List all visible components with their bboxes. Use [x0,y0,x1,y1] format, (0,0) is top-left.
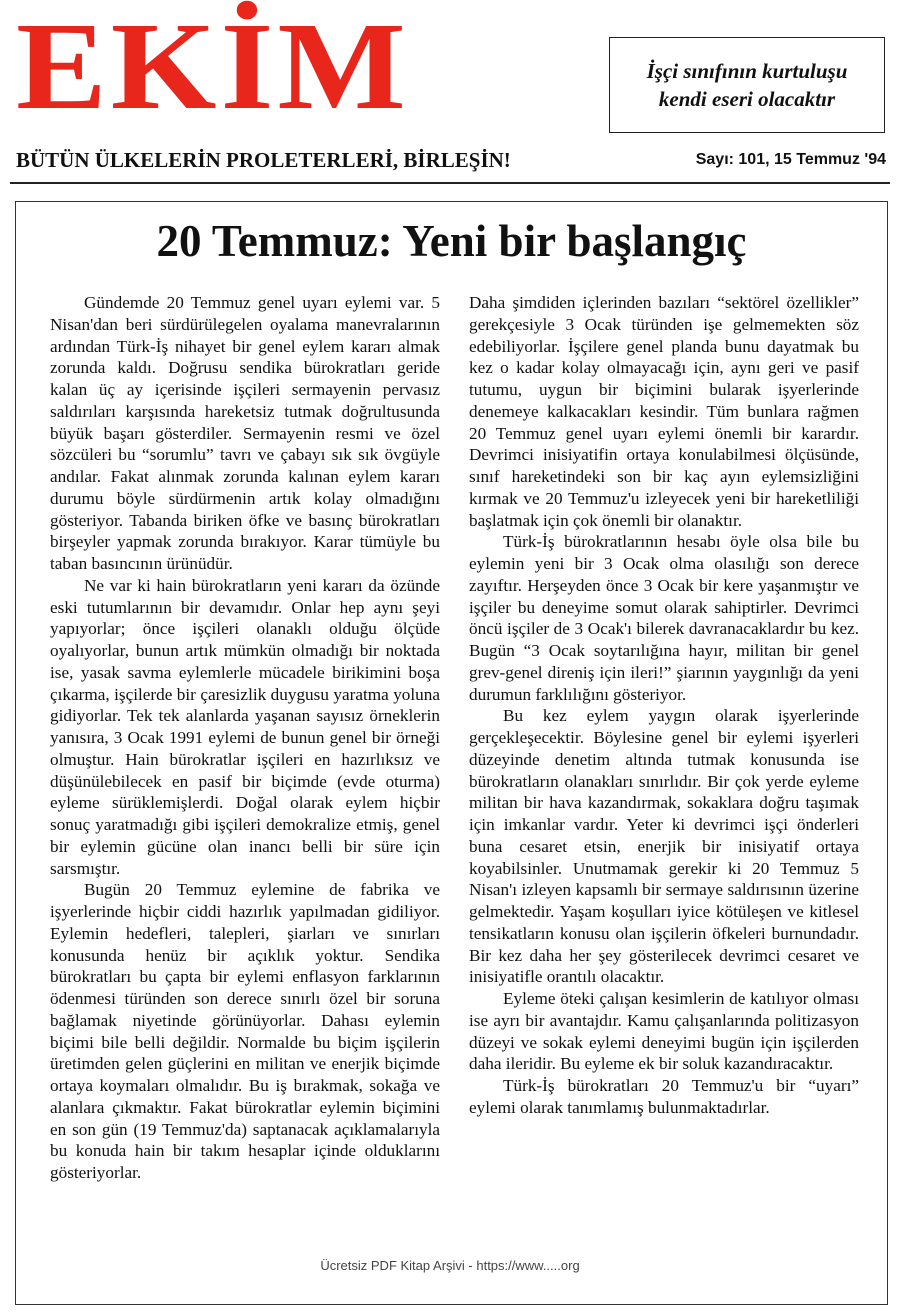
masthead-title: EKİM [16,0,410,136]
article-column-right [469,292,859,1119]
slogan-line-1: İşçi sınıfının kurtuluşu [646,59,848,83]
issue-info: Sayı: 101, 15 Temmuz '94 [695,151,886,168]
article-paragraph: Bu kez eylem yaygın olarak işyerlerinde gerçekleşecektir. Böylesine genel bir eylemi işyerleri düzeyinde denetim altında tutmak konusunda ise bürokratların olanakları sınırlıdır. Bir çok yerde eyleme militan bir hava kazandırmak, sokaklara doğru taşımak için imkanlar vardır. Yeter ki devrimci işçi önderleri buna cesaret etsin, enerjik bir inisiyatif ortaya koyabilsinler. Unutmamak gerekir ki 20 Temmuz 5 Nisan'ı izleyen kapsamlı bir sermaye saldırısının üzerine gelmektedir. Yaşam koşulları iyice kötüleşen ve kitlesel tensikatların konusu olan işçilerin öfkeleri burnundadır. Bir kez daha her şey gösterilecek devrimci cesaret ve inisiyatifle orantılı olacaktır. [469,706,859,987]
article-paragraph: Eyleme öteki çalışan kesimlerin de katılıyor olması ise ayrı bir avantajdır. Kamu çalışanlarında politizasyon düzeyi ve sokak eylemi deneyimi bugün için işçilerden daha ileridir. Bu eyleme ek bir soluk kazandıracaktır. [469,989,859,1074]
article-headline: 20 Temmuz: Yeni bir başlangıç [156,216,747,266]
slogan-line-2: kendi eseri olacaktır [658,87,836,111]
article-paragraph: Daha şimdiden içlerinden bazıları “sektörel özellikler” gerekçesiyle 3 Ocak türünden işe gelmemekten söz edebiliyorlar. İşçilere genel planda bunu dayatmak bu kez o kadar kolay olmayacağı için, aynı geri ve pasif tutumu, uygun bir biçimini bularak işyerlerinde denemeye kalkacakları kesindir. Tüm bunlara rağmen 20 Temmuz genel uyarı eylemi önemli bir karardır. Devrimci inisiyatifin ortaya konulabilmesi ölçüsünde, sınıf hareketindeki son bir kaç ayın eylemsizliğini kırmak ve 20 Temmuz'u izleyecek yeni bir hareketliliği başlatmak için çok önemli bir olanaktır. [469,293,859,530]
article-paragraph: Gündemde 20 Temmuz genel uyarı eylemi var. 5 Nisan'dan beri sürdürülegelen oyalama manevralarının ardından Türk-İş nihayet bir genel eylem kararı almak zorunda kaldı. Doğrusu sendika bürokratları geride kalan üç ay içerisinde işçileri sermayenin pervasız saldırıları karşısında hareketsiz tutmak doğrultusunda büyük başarı gösterdiler. Sermayenin resmi ve özel sözcüleri bu “sorumlu” tavrı ve çabayı sık sık övgüyle andılar. Fakat alınmak zorunda kalınan eylem kararı durumu böyle sürdürmenin artık kolay olmadığını gösteriyor. Tabanda biriken öfke ve basınç bürokratları birşeyler yapmak zorunda bırakıyor. Karar tümüyle bu taban basıncının ürünüdür. [50,293,440,573]
article-paragraph: Türk-İş bürokratları 20 Temmuz'u bir “uyarı” eylemi olarak tanımlamış bulunmaktadırlar. [469,1076,859,1117]
article-paragraph: Ne var ki hain bürokratların yeni kararı da özünde eski tutumlarının bir devamıdır. Onlar hep aynı şeyi yapıyorlar; önce işçileri olanaklı olduğu ölçüde oyalıyorlar, bunun artık mümkün olmadığı bir noktada ise, yasak savma eylemlerle mücadele birikimini boşa çıkarma, işçilerde bir çaresizlik duygusu yaratma yoluna gidiyorlar. Tek tek alanlarda yaşanan sayısız örneklerin yanısıra, 3 Ocak 1991 eylemi de bunun genel bir örneği olmuştur. Hain bürokratlar işçileri en hazırlıksız ve düşünülebilecek en pasif bir biçimde (evde oturma) eyleme sürüklemişlerdi. Doğal olarak eylem hiçbir sonuç yaratmadığı gibi işçileri demokralize etmiş, genel bir eylemin gücüne olan inancı belli bir süre için sarsmıştır. [50,575,440,878]
slogan-box [609,37,885,133]
article-paragraph: Türk-İş bürokratlarının hesabı öyle olsa bile bu eylemin yeni bir 3 Ocak olma olasılığı son derece zayıftır. Herşeyden önce 3 Ocak bir kere yaşanmıştır ve işçiler bu deneyime somut olarak sahiptirler. Devrimci öncü işçiler de 3 Ocak'ı bilerek davranacaklardır bu kez. Bugün “3 Ocak soytarılığına hayır, militan bir genel grev-genel direniş için ileri!” şiarının yaygınlığı da yeni durumun farklılığını gösteriyor. [469,532,859,704]
article-column-left [50,292,440,1184]
article-paragraph: Bugün 20 Temmuz eylemine de fabrika ve işyerlerinde hiçbir ciddi hazırlık yapılmadan gidiliyor. Eylemin hedefleri, talepleri, şiarları ve sınırları konusunda henüz bir açıklık yoktur. Sendika bürokratları bu çapta bir eylemi enflasyon farklarının ödenmesi türünden son derece sınırlı özel bir soruna bağlamak niyetinde görünüyorlar. Dahası eylemin biçimi bile belli değildir. Normalde bu biçim işçilerin üretimden gelen güçlerini en militan ve enerjik biçimde ortaya koymaları olmalıdır. Bu iş bırakmak, sokağa ve alanlara çıkmaktır. Fakat bürokratlar eylemin biçimini en son gün (19 Temmuz'da) saptanacak açıklamalarıyla bu konuda hain bir takım hesaplar içinde olduklarını gösteriyorlar. [50,880,440,1182]
watermark-text: Ücretsiz PDF Kitap Arşivi - https://www.....org [320,1258,580,1273]
masthead-rule [10,182,890,184]
masthead-subhead: BÜTÜN ÜLKELERİN PROLETERLERİ, BİRLEŞİN! [16,148,511,172]
